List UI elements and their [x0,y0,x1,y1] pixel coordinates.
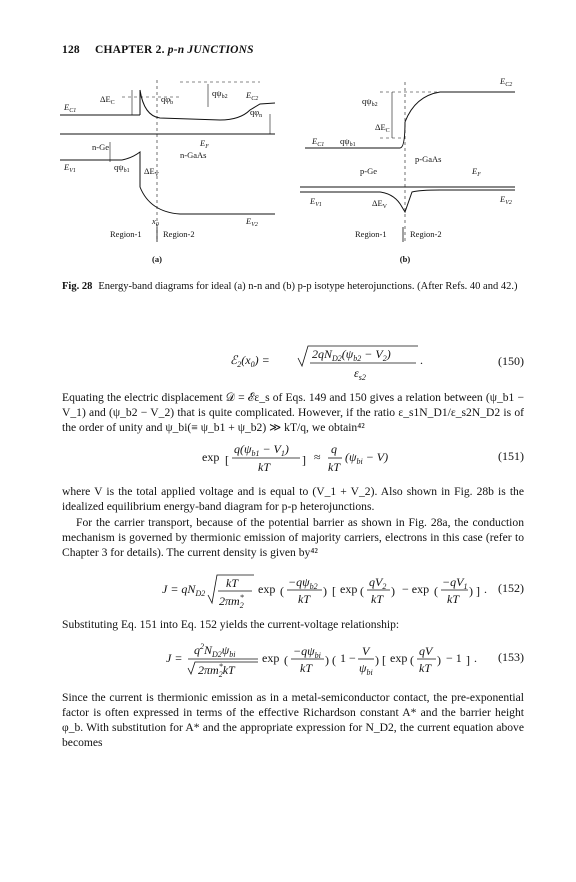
label-ev1-a: $E_{V1}$ [64,162,76,174]
eq152-number: (152) [498,581,524,595]
svg-text:[: [ [332,584,336,598]
svg-text:kT: kT [447,592,459,606]
svg-text:V: V [362,644,370,658]
eq150-number: (150) [498,354,524,368]
caption-label: Fig. 28 [62,281,93,292]
svg-text:exp: exp [262,651,280,665]
label-dec-a: $\Delta E_C$ [100,94,115,106]
svg-text:): ) [325,653,329,667]
svg-text:kT: kT [419,661,431,675]
label-qphin-a: $q\varphi_n$ [250,107,263,119]
svg-text:ℰ2(x0) =: $ℰ_2(x_0)$ = [230,353,270,369]
band-diagrams [60,62,530,277]
label-ef-b: $E_F$ [472,166,481,178]
svg-text:− 1: − 1 [446,651,462,665]
svg-text:qV: qV [419,644,433,658]
label-ec2-b: $E_{C2}$ [500,76,513,88]
label-ev1-b: $E_{V1}$ [310,196,322,208]
region1-a: Region-1 [110,229,142,239]
tag-a: (a) [152,254,162,264]
label-ev2-a: $E_{V2}$ [246,216,258,228]
svg-text:−qψb2: $-q\psi_{b2}$ [288,575,318,591]
page-number: 128 [62,44,80,56]
svg-text:2qND2(ψb2 − V2): $2qN_{D2}(\psi_{b2} - V_2)$ [312,347,391,363]
label-x0: $x_0$ [152,216,159,228]
paragraph-4: Substituting Eq. 151 into Eq. 152 yields the current-voltage relationship: [62,618,400,631]
svg-text:2πm*2: 2πm* 2 [219,593,244,610]
svg-text:q2ND2ψbi: $q^2N_{D2}\psi_{bi}$ [194,642,236,659]
label-ev2-b: $E_{V2}$ [500,194,512,206]
label-qpsib2-b: $q\psi_{b2}$ [362,96,378,108]
region2-a: Region-2 [163,229,195,239]
equation-153 [62,638,524,678]
svg-text:kT: kT [258,460,270,474]
label-dev-b: $\Delta E_V$ [372,198,388,210]
svg-text:kT: kT [298,592,310,606]
label-pge: p-Ge [360,166,377,176]
eq153-svg [62,638,524,682]
svg-text:exp: exp [390,651,408,665]
svg-text:(: ( [280,584,284,598]
equation-150 [62,342,524,382]
label-ef-a: $E_F$ [200,138,209,150]
svg-text:): ) [375,653,379,667]
paragraph-3 [62,515,524,560]
label-qpsib1-b: $q\psi_{b1}$ [340,136,356,148]
svg-text:]: ] [466,653,470,667]
label-dev-a: $\Delta E_V$ [144,166,160,178]
label-qpsib1-a: $q\psi_{b1}$ [114,162,130,174]
figure-caption [62,280,522,293]
svg-text:1 −: 1 − [340,651,356,665]
svg-text:(: ( [434,584,438,598]
svg-text:): ) [323,584,327,598]
equation-152 [62,569,524,609]
eq152-svg [62,569,524,613]
svg-text:kT: kT [226,576,238,590]
paragraph-1: Equating the electric displacement 𝒟 = ℰε_s of Eqs. 149 and 150 gives a relation between (ψ_b1 − V_1) and (ψ_b2 − V_2) that is quite complicated. However, if the ratio ε_s1N_D1/ε_s2N_D2 is of the order of unity and ψ_bi(≡ ψ_b1 + ψ_b2) ≫ kT/q, we obtain⁴² [62,391,524,434]
svg-text:): ) [437,653,441,667]
label-nge: n-Ge [92,142,109,152]
eq151-number: (151) [498,449,524,463]
svg-text:kT: kT [328,460,340,474]
svg-text:− exp: − exp [402,582,430,596]
svg-text:): ) [469,584,473,598]
label-ec1-b: $E_{C1}$ [312,136,325,148]
svg-text:kT: kT [300,661,312,675]
label-ngaas: n-GaAs [180,150,207,160]
svg-text:J =: J = [166,651,183,665]
paragraph-5: Since the current is thermionic emission as in a metal-semiconductor contact, the pre-exponential factor is often expressed in terms of the effective Richardson constant A* and the barrier height φ_b. With substitution for A* and the appropriate expression for N_D2, the current equation above becomes [62,691,524,749]
paragraph-2: where V is the total applied voltage and is equal to (V_1 + V_2). Also shown in Fig. 28b is the idealized equilibrium energy-band diagram for p-p heterojunctions. [62,485,524,513]
svg-text:εs2: $\varepsilon_{s2}$ [354,366,366,382]
svg-text:q(ψb1 − V1): $q(\psi_{b1} - V_1)$ [234,442,289,458]
paragraph-3-text: For the carrier transport, because of the potential barrier as shown in Fig. 28a, the conduction mechanism is governed by thermionic emission of majority carriers, electrons in this case (refer to Chapter 3 for details). The current density is given by⁴² [62,516,524,559]
panel-a [60,80,275,264]
energy-band-figure [60,62,530,277]
equation-151 [62,437,524,477]
svg-text:q: q [331,442,337,456]
svg-text:kT: kT [371,592,383,606]
svg-text:≈: ≈ [314,450,321,464]
eq151-svg [62,437,524,477]
svg-text:[: [ [225,453,229,467]
chapter-label: CHAPTER 2. [94,44,165,56]
svg-text:−qV1: $-qV_1$ [442,575,468,591]
svg-text:.: . [474,651,477,665]
label-pgaas: p-GaAs [415,154,442,164]
eq150-svg [62,342,524,382]
svg-text:(: ( [332,653,336,667]
svg-text:[: [ [382,653,386,667]
svg-text:]: ] [302,453,306,467]
svg-text:]: ] [476,584,480,598]
panel-b [300,76,515,264]
svg-text:qV2: $qV_2$ [369,575,387,591]
svg-text:J = qND2: $J = qN_{D2}$ [162,582,206,598]
svg-text:.: . [420,353,423,367]
svg-text:(: ( [284,653,288,667]
label-dec-b: $\Delta E_C$ [375,122,390,134]
svg-text:exp: exp [202,450,220,464]
svg-text:exp: exp [340,582,358,596]
chapter-title: p-n JUNCTIONS [167,44,254,56]
svg-text:(: ( [410,653,414,667]
svg-text:(: ( [360,584,364,598]
svg-text:exp: exp [258,582,276,596]
svg-text:2πm*2kT: 2πm* 2kT [198,662,235,679]
svg-text:(ψbi − V): $(\psi_{bi} - V)$ [345,450,389,466]
page-header [62,44,254,56]
eq153-number: (153) [498,650,524,664]
label-qpsib2-a: $q\psi_{b2}$ [212,88,228,100]
tag-b: (b) [399,254,411,264]
label-ec1-a: $E_{C1}$ [64,102,77,114]
svg-text:): ) [391,584,395,598]
region1-b: Region-1 [355,229,387,239]
label-ec2-a: $E_{C2}$ [246,90,259,102]
svg-text:.: . [484,582,487,596]
svg-text:ψbi: $\psi_{bi}$ [359,661,373,677]
svg-text:−qψbi: $-q\psi_{bi}$ [293,644,321,660]
label-qphib-a: $q\varphi_b$ [161,94,174,106]
region2-b: Region-2 [410,229,442,239]
caption-text: Energy-band diagrams for ideal (a) n-n and (b) p-p isotype heterojunctions. (After Refs. 40 and 42.) [98,281,518,292]
